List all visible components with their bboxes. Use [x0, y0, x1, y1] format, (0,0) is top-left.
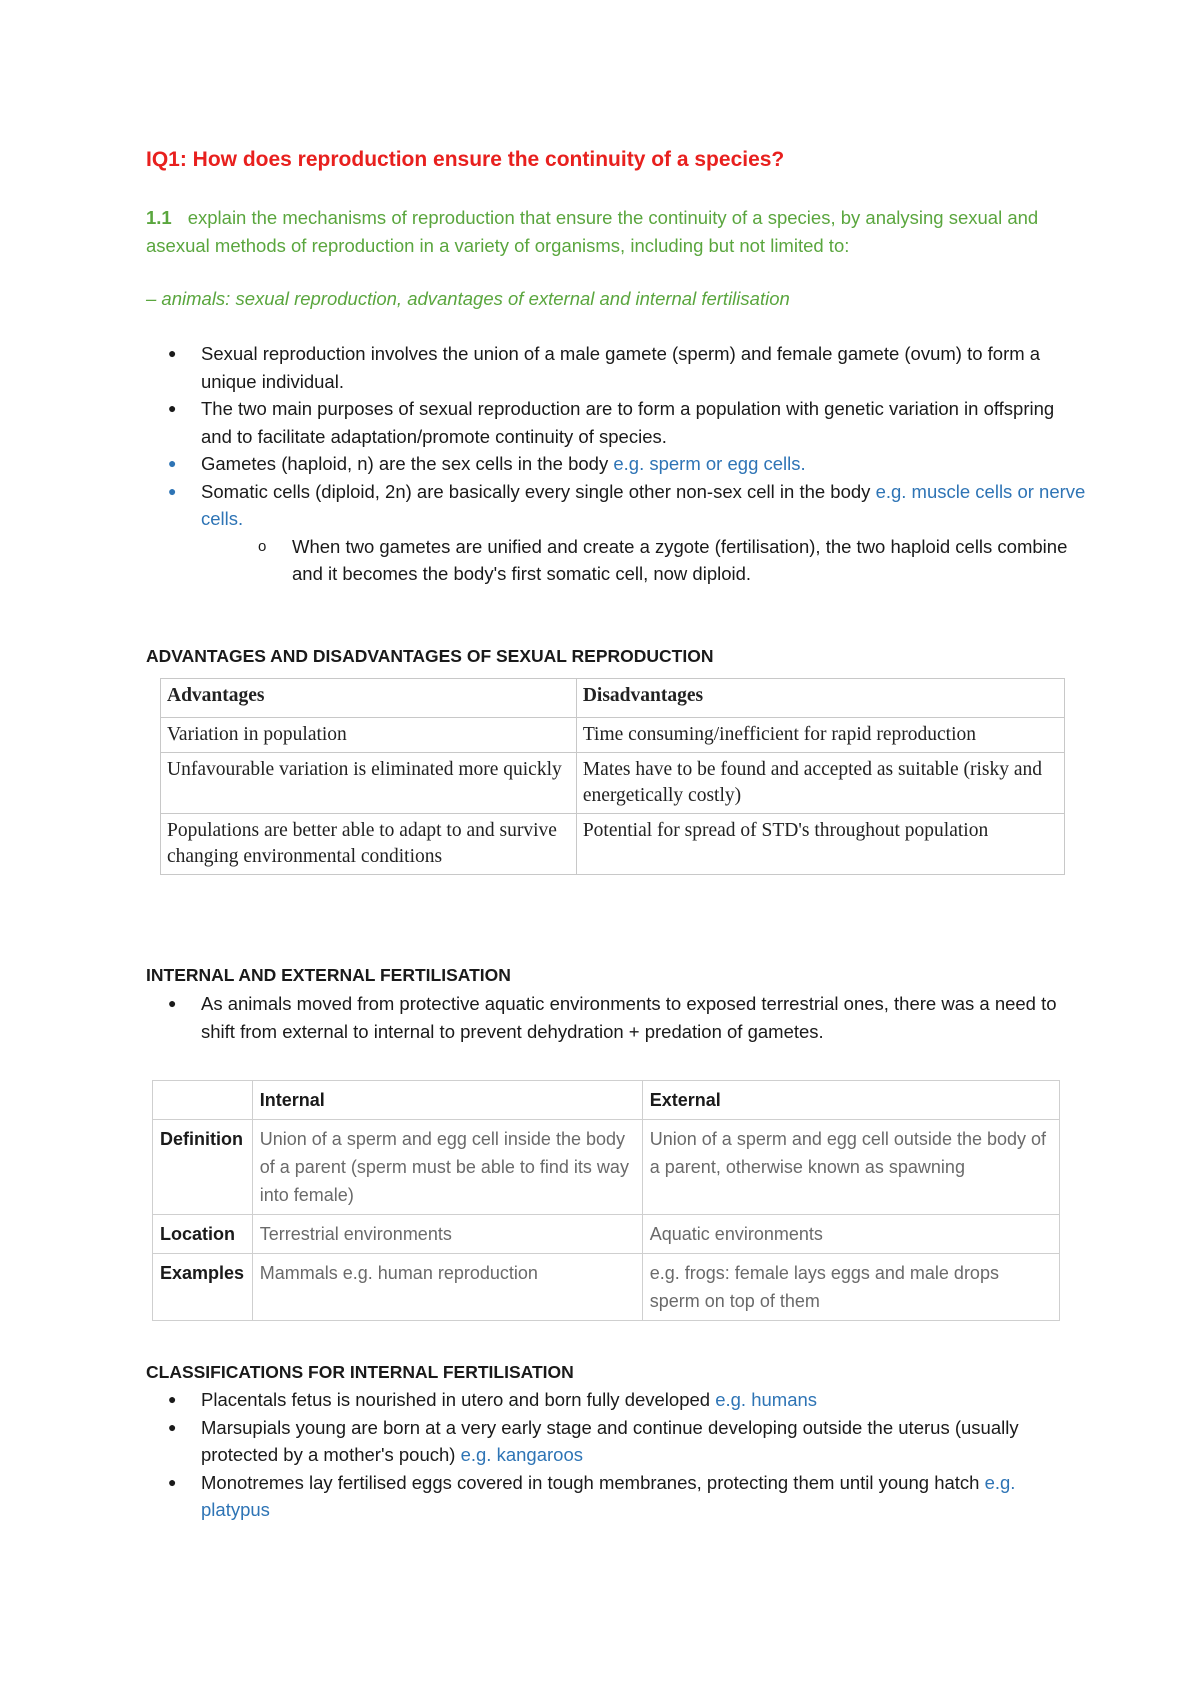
table-row	[161, 753, 1065, 814]
table-cell: Populations are better able to adapt to and survive changing environmental conditions	[161, 814, 577, 875]
list-item: ● The two main purposes of sexual reproduction are to form a population with genetic variation in offspring and to facilitate adaptation/promote continuity of species.	[146, 395, 1086, 450]
bullet-icon: ●	[168, 1391, 177, 1407]
table-header-row	[161, 679, 1065, 718]
table-header: Internal	[252, 1081, 642, 1120]
table-header: Advantages	[161, 679, 577, 718]
table-cell: Aquatic environments	[642, 1215, 1059, 1254]
section-heading-fertilisation: INTERNAL AND EXTERNAL FERTILISATION	[146, 965, 511, 985]
table-row	[153, 1120, 1060, 1215]
fertilisation-comparison-table	[152, 1080, 1060, 1321]
example-text: e.g. platypus	[201, 1471, 1016, 1520]
list-item: ● Somatic cells (diploid, 2n) are basically every single other non-sex cell in the body e.g. muscle cells or nerve cells.	[146, 478, 1086, 533]
example-text: e.g. kangaroos	[460, 1444, 583, 1465]
table-cell: Terrestrial environments	[252, 1215, 642, 1254]
list-item: ● Monotremes lay fertilised eggs covered in tough membranes, protecting them until young hatch e.g. platypus	[146, 1469, 1086, 1524]
bullet-icon: ●	[168, 482, 177, 499]
table-cell: e.g. frogs: female lays eggs and male drops sperm on top of them	[642, 1254, 1059, 1321]
example-text: e.g. humans	[715, 1389, 818, 1410]
reproduction-bullet-list	[146, 340, 1086, 588]
syllabus-outcome	[146, 204, 1046, 260]
list-item: ● As animals moved from protective aquatic environments to exposed terrestrial ones, there was a need to shift from external to internal to prevent dehydration + predation of gametes.	[146, 990, 1086, 1045]
section-heading-classifications: CLASSIFICATIONS FOR INTERNAL FERTILISATION	[146, 1362, 574, 1382]
bullet-icon: ●	[168, 995, 177, 1011]
list-item: ● Marsupials young are born at a very early stage and continue developing outside the uterus (usually protected by a mother's pouch) e.g. kangaroos	[146, 1414, 1086, 1469]
table-cell: Potential for spread of STD's throughout population	[576, 814, 1064, 875]
page-title: IQ1: How does reproduction ensure the continuity of a species?	[146, 148, 785, 171]
row-header: Examples	[153, 1254, 253, 1321]
row-header: Location	[153, 1215, 253, 1254]
advantages-disadvantages-table	[160, 678, 1065, 875]
table-row	[161, 718, 1065, 753]
sub-list-item: o When two gametes are unified and create a zygote (fertilisation), the two haploid cells combine and it becomes the body's first somatic cell, now diploid.	[146, 533, 1086, 588]
bullet-icon: ●	[168, 345, 177, 361]
table-header: Disadvantages	[576, 679, 1064, 718]
table-cell: Variation in population	[161, 718, 577, 753]
bullet-icon: ●	[168, 400, 177, 416]
outcome-number: 1.1	[146, 207, 172, 228]
bullet-icon: ●	[168, 1418, 177, 1435]
example-text: e.g. sperm or egg cells.	[613, 453, 806, 474]
table-header	[153, 1081, 253, 1120]
list-item: ● Placentals fetus is nourished in utero and born fully developed e.g. humans	[146, 1386, 1086, 1414]
sub-bullet-icon: o	[258, 537, 267, 555]
table-cell: Mates have to be found and accepted as suitable (risky and energetically costly)	[576, 753, 1064, 814]
table-cell: Unfavourable variation is eliminated more quickly	[161, 753, 577, 814]
table-row	[153, 1215, 1060, 1254]
bullet-icon: ●	[168, 1473, 177, 1490]
table-cell: Union of a sperm and egg cell outside the body of a parent, otherwise known as spawning	[642, 1120, 1059, 1215]
bullet-icon: ●	[168, 455, 177, 471]
example-text: e.g. muscle cells or nerve cells.	[201, 480, 1086, 529]
section-heading-advantages: ADVANTAGES AND DISADVANTAGES OF SEXUAL REPRODUCTION	[146, 646, 714, 666]
table-header-row	[153, 1081, 1060, 1120]
list-item: ● Gametes (haploid, n) are the sex cells in the body e.g. sperm or egg cells.	[146, 450, 1086, 478]
table-row	[161, 814, 1065, 875]
syllabus-subpoint: – animals: sexual reproduction, advantages of external and internal fertilisation	[146, 288, 790, 309]
classifications-bullet-list	[146, 1386, 1086, 1524]
list-item: ● Sexual reproduction involves the union of a male gamete (sperm) and female gamete (ovum) to form a unique individual.	[146, 340, 1086, 395]
table-cell: Union of a sperm and egg cell inside the body of a parent (sperm must be able to find its way into female)	[252, 1120, 642, 1215]
outcome-text: explain the mechanisms of reproduction that ensure the continuity of a species, by analysing sexual and asexual methods of reproduction in a variety of organisms, including but not limited to:	[146, 207, 1039, 256]
table-header: External	[642, 1081, 1059, 1120]
fertilisation-bullet-list	[146, 990, 1086, 1045]
table-cell: Time consuming/inefficient for rapid reproduction	[576, 718, 1064, 753]
table-row	[153, 1254, 1060, 1321]
row-header: Definition	[153, 1120, 253, 1215]
table-cell: Mammals e.g. human reproduction	[252, 1254, 642, 1321]
